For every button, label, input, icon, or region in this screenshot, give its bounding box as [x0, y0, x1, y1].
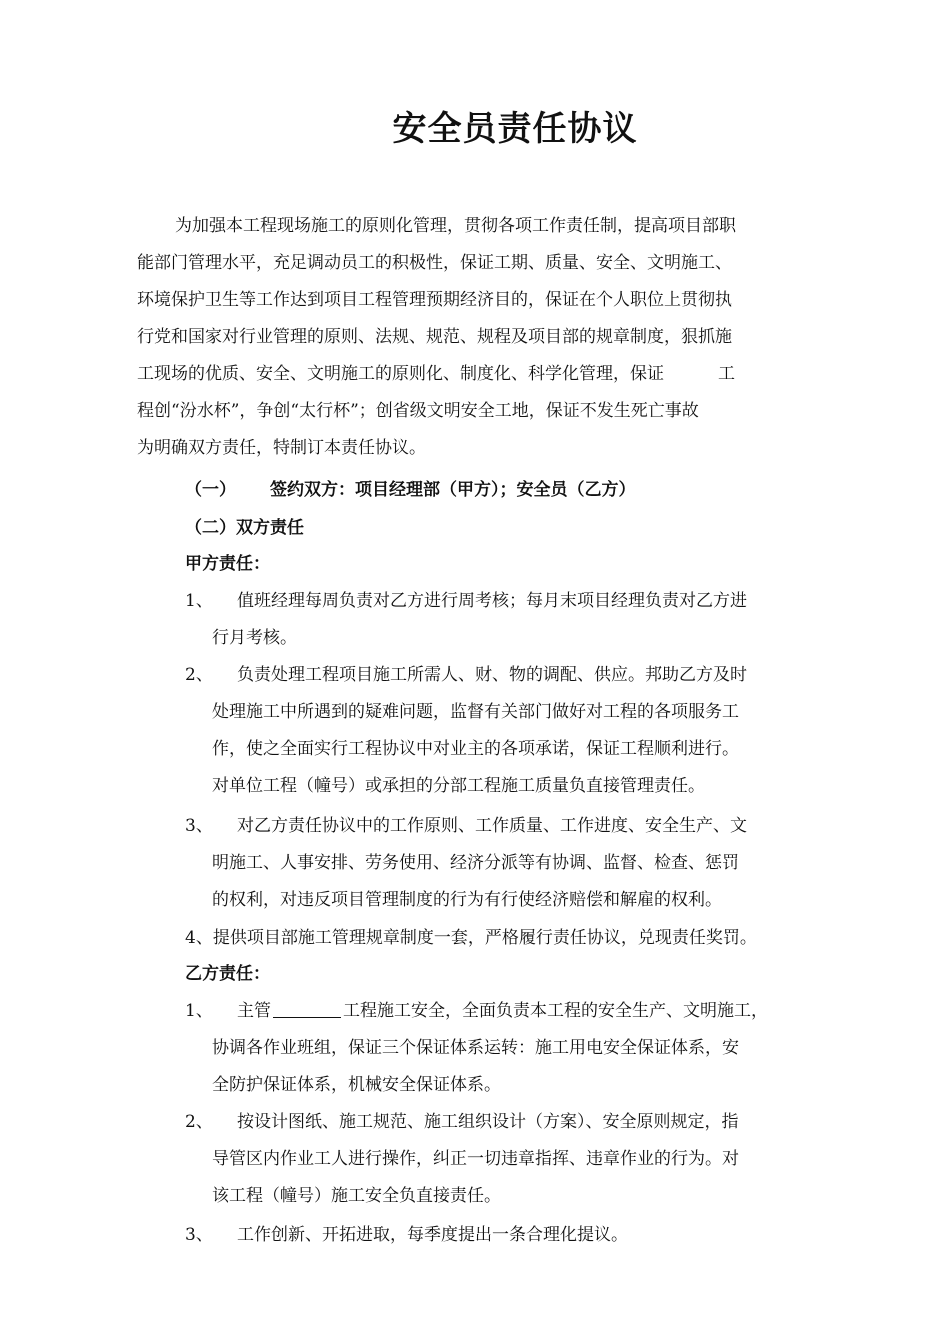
item-line: 对单位工程（幢号）或承担的分部工程施工质量负直接管理责任。 [212, 776, 705, 796]
party-b-item-number: 2、 [185, 1112, 213, 1132]
document-title: 安全员责任协议 [392, 109, 638, 149]
party-a-item-number: 1、 [185, 591, 213, 611]
item-line: 导管区内作业工人进行操作，纠正一切违章指挥、违章作业的行为。对 [212, 1149, 739, 1169]
party-b-item [212, 1104, 817, 1215]
party-a-item-number: 2、 [185, 665, 213, 685]
intro-line: 行党和国家对行业管理的原则、法规、规范、规程及项目部的规章制度，狠抓施 [137, 327, 732, 347]
section-2-heading: （二）双方责任 [185, 518, 304, 538]
party-b-item [212, 993, 817, 1104]
intro-line: 程创“汾水杯”，争创“太行杯”；创省级文明安全工地，保证不发生死亡事故 [137, 401, 699, 421]
item-line: 的权利，对违反项目管理制度的行为有行使经济赔偿和解雇的权利。 [212, 890, 722, 910]
intro-line: 环境保护卫生等工作达到项目工程管理预期经济目的，保证在个人职位上贯彻执 [137, 290, 732, 310]
item-line: 该工程（幢号）施工安全负直接责任。 [212, 1186, 501, 1206]
party-a-item-number: 3、 [185, 816, 213, 836]
party-a-item [212, 657, 817, 805]
section-1-label: （一） [185, 480, 236, 500]
item-line: 全防护保证体系，机械安全保证体系。 [212, 1075, 501, 1095]
item-line: 处理施工中所遇到的疑难问题，监督有关部门做好对工程的各项服务工 [212, 702, 739, 722]
item-line: 行月考核。 [212, 628, 297, 648]
item-line: 按设计图纸、施工规范、施工组织设计（方案）、安全原则规定，指 [237, 1112, 739, 1132]
intro-paragraph [137, 208, 817, 467]
intro-line: 能部门管理水平，充足调动员工的积极性，保证工期、质量、安全、文明施工、 [137, 253, 732, 273]
item-line: 工作创新、开拓进取，每季度提出一条合理化提议。 [237, 1225, 628, 1245]
item-line: 协调各作业班组，保证三个保证体系运转：施工用电安全保证体系，安 [212, 1038, 739, 1058]
item-suffix: 工程施工安全，全面负责本工程的安全生产、文明施工， [343, 1001, 768, 1021]
party-b-heading: 乙方责任： [185, 964, 270, 984]
item-line: 作，使之全面实行工程协议中对业主的各项承诺，保证工程顺利进行。 [212, 739, 739, 759]
item-line: 值班经理每周负责对乙方进行周考核；每月末项目经理负责对乙方进 [237, 591, 747, 611]
party-b-item [212, 1217, 817, 1254]
party-b-item-number: 1、 [185, 1001, 213, 1021]
party-a-item-4: 4、提供项目部施工管理规章制度一套，严格履行责任协议，兑现责任奖罚。 [185, 928, 757, 948]
party-a-item [212, 583, 817, 657]
party-a-item [212, 808, 817, 919]
intro-line: 工现场的优质、安全、文明施工的原则化、制度化、科学化管理，保证 工 [137, 364, 736, 384]
fill-in-blank[interactable] [273, 999, 341, 1018]
intro-line: 为明确双方责任，特制订本责任协议。 [137, 438, 426, 458]
party-a-heading: 甲方责任： [185, 554, 270, 574]
item-line [212, 993, 817, 1030]
section-1-text: 签约双方：项目经理部（甲方）；安全员（乙方） [270, 480, 636, 500]
item-line: 对乙方责任协议中的工作原则、工作质量、工作进度、安全生产、文 [237, 816, 747, 836]
party-b-item-number: 3、 [185, 1225, 213, 1245]
item-prefix: 主管 [237, 1001, 271, 1021]
item-line: 负责处理工程项目施工所需人、财、物的调配、供应。邦助乙方及时 [237, 665, 747, 685]
intro-line: 为加强本工程现场施工的原则化管理，贯彻各项工作责任制，提高项目部职 [175, 216, 736, 236]
item-line: 明施工、人事安排、劳务使用、经济分派等有协调、监督、检查、惩罚 [212, 853, 739, 873]
